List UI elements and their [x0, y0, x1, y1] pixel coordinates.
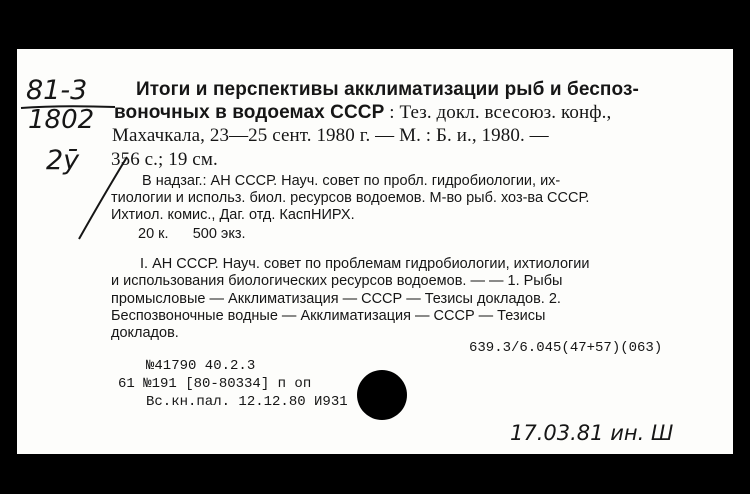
registry-line-2: 61 №191 [80-80334] п оп [118, 376, 312, 392]
subject-line-1: I. АН СССР. Науч. совет по проблемам гидробиологии, ихтиологии [140, 256, 590, 272]
title-line-1: Итоги и перспективы акклиматизации рыб и беспоз- [136, 79, 639, 100]
call-number-top: 81-3 [26, 75, 88, 106]
nadzag-line-1: В надзаг.: АН СССР. Науч. совет по пробл. гидробиологии, их- [142, 173, 561, 189]
nadzag-line-3: Ихтиол. комис., Даг. отд. КаспНИРХ. [111, 207, 355, 223]
title-line-2: воночных в водоемах СССР : Тез. докл. всесоюз. конф., [114, 102, 612, 123]
subject-line-3: промысловые — Акклиматизация — СССР — Тезисы докладов. 2. [111, 291, 561, 307]
handwritten-mark: 2ӯ [46, 145, 80, 176]
title-line-4: 356 с.; 19 см. [111, 149, 218, 170]
title-line-3: Махачкала, 23—25 сент. 1980 г. — М. : Б. и., 1980. — [112, 125, 549, 146]
subject-line-4: Беспозвоночные водные — Акклиматизация — СССР — Тезисы [111, 308, 546, 324]
registry-line-3: Вс.кн.пал. 12.12.80 И931 [146, 394, 348, 410]
registry-line-1: №41790 40.2.3 [146, 358, 256, 374]
call-number-bottom: 1802 [28, 105, 95, 135]
price-run: 20 к. 500 экз. [138, 226, 246, 242]
handwritten-signature: 17.03.81 ин. Ш [510, 421, 674, 445]
subject-line-2: и использования биологических ресурсов водоемов. — — 1. Рыбы [111, 273, 563, 289]
nadzag-line-2: тиологии и использ. биол. ресурсов водоемов. М-во рыб. хоз-ва СССР. [111, 190, 590, 206]
catalog-card [17, 49, 733, 454]
punch-hole [357, 370, 407, 420]
subject-line-5: докладов. [111, 325, 179, 341]
udc-classification: 639.3/6.045(47+57)(063) [469, 340, 663, 356]
